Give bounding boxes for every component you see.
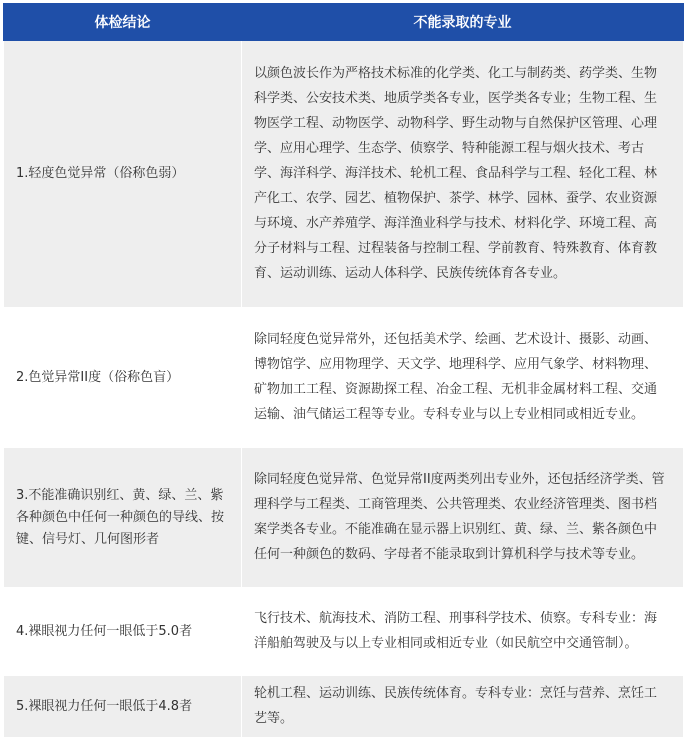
- table-row: [4, 41, 684, 308]
- majors-cell: 除同轻度色觉异常、色觉异常II度两类列出专业外，还包括经济学类、管理科学与工程类、工商管理类、公共管理类、农业经济管理类、图书档案学类各专业。不能准确在显示器上识别红、黄、绿、兰、紫各颜色中任何一种颜色的数码、字母者不能录取到计算机科学与技术等专业。: [242, 448, 684, 588]
- header-majors: 不能录取的专业: [242, 4, 684, 41]
- table-row: [4, 676, 684, 738]
- header-conclusion: 体检结论: [4, 4, 242, 41]
- conclusion-cell: 3.不能准确识别红、黄、绿、兰、紫各种颜色中任何一种颜色的导线、按键、信号灯、几何图形者: [4, 448, 242, 588]
- table-row: [4, 308, 684, 448]
- table-row: [4, 448, 684, 588]
- majors-cell: 飞行技术、航海技术、消防工程、刑事科学技术、侦察。专科专业：海洋船舶驾驶及与以上专业相同或相近专业（如民航空中交通管制）。: [242, 588, 684, 676]
- restrictions-table-container: [3, 3, 683, 738]
- conclusion-cell: 1.轻度色觉异常（俗称色弱）: [4, 41, 242, 308]
- majors-cell: 除同轻度色觉异常外，还包括美术学、绘画、艺术设计、摄影、动画、博物馆学、应用物理学、天文学、地理科学、应用气象学、材料物理、矿物加工工程、资源勘探工程、冶金工程、无机非金属材料工程、交通运输、油气储运工程等专业。专科专业与以上专业相同或相近专业。: [242, 308, 684, 448]
- majors-cell: 轮机工程、运动训练、民族传统体育。专科专业：烹饪与营养、烹饪工艺等。: [242, 676, 684, 738]
- conclusion-cell: 2.色觉异常II度（俗称色盲）: [4, 308, 242, 448]
- majors-cell: 以颜色波长作为严格技术标准的化学类、化工与制药类、药学类、生物科学类、公安技术类、地质学类各专业，医学类各专业；生物工程、生物医学工程、动物医学、动物科学、野生动物与自然保护区管理、心理学、应用心理学、生态学、侦察学、特种能源工程与烟火技术、考古学、海洋科学、海洋技术、轮机工程、食品科学与工程、轻化工程、林产化工、农学、园艺、植物保护、茶学、林学、园林、蚕学、农业资源与环境、水产养殖学、海洋渔业科学与技术、材料化学、环境工程、高分子材料与工程、过程装备与控制工程、学前教育、特殊教育、体育教育、运动训练、运动人体科学、民族传统体育各专业。: [242, 41, 684, 308]
- table-row: [4, 588, 684, 676]
- conclusion-cell: 5.裸眼视力任何一眼低于4.8者: [4, 676, 242, 738]
- restrictions-table: [3, 3, 684, 738]
- conclusion-cell: 4.裸眼视力任何一眼低于5.0者: [4, 588, 242, 676]
- table-header-row: [4, 4, 684, 41]
